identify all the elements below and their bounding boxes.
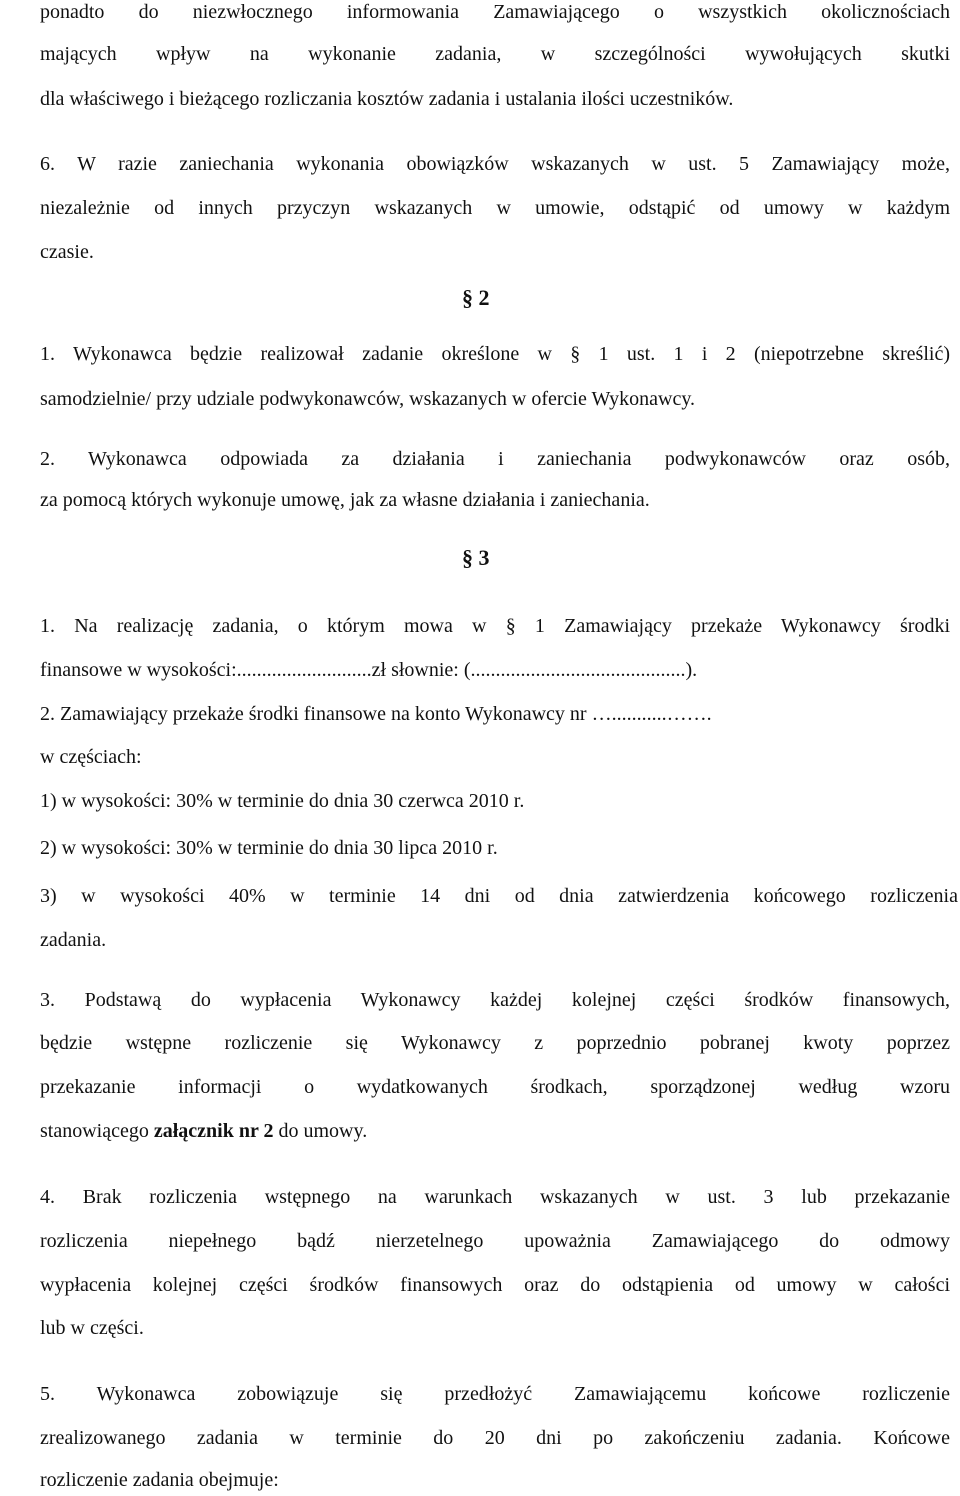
paragraph-line: 6. W razie zaniechania wykonania obowiązków wskazanych w ust. 5 Zamawiający może, bbox=[40, 153, 950, 175]
list-item: 3) w wysokości 40% w terminie 14 dni od dnia zatwierdzenia końcowego rozliczenia bbox=[40, 885, 958, 907]
paragraph-line: będzie wstępne rozliczenie się Wykonawcy z poprzednio pobranej kwoty poprzez bbox=[40, 1032, 950, 1054]
paragraph-line: ponadto do niezwłocznego informowania Zamawiającego o wszystkich okolicznościach bbox=[40, 1, 950, 23]
paragraph-line: niezależnie od innych przyczyn wskazanych w umowie, odstąpić od umowy w każdym bbox=[40, 197, 950, 219]
paragraph-line: 1. Na realizację zadania, o którym mowa w § 1 Zamawiający przekaże Wykonawcy środki bbox=[40, 615, 950, 637]
list-item: zadania. bbox=[40, 929, 107, 951]
paragraph-line: 4. Brak rozliczenia wstępnego na warunkach wskazanych w ust. 3 lub przekazanie bbox=[40, 1186, 950, 1208]
paragraph-line: zrealizowanego zadania w terminie do 20 dni po zakończeniu zadania. Końcowe bbox=[40, 1427, 950, 1449]
paragraph-line: 2. Wykonawca odpowiada za działania i zaniechania podwykonawców oraz osób, bbox=[40, 448, 950, 470]
paragraph-line: czasie. bbox=[40, 241, 94, 263]
list-item: 1) w wysokości: 30% w terminie do dnia 30 czerwca 2010 r. bbox=[40, 790, 525, 812]
paragraph-line: przekazanie informacji o wydatkowanych środkach, sporządzonej według wzoru bbox=[40, 1076, 950, 1098]
list-item: 2) w wysokości: 30% w terminie do dnia 30 lipca 2010 r. bbox=[40, 837, 498, 859]
paragraph-line: 2. Zamawiający przekaże środki finansowe na konto Wykonawcy nr …...........……. bbox=[40, 703, 712, 725]
paragraph-line: 1. Wykonawca będzie realizował zadanie określone w § 1 ust. 1 i 2 (niepotrzebne skreślić) bbox=[40, 343, 950, 365]
paragraph-line: rozliczenia niepełnego bądź nierzetelnego upoważnia Zamawiającego do odmowy bbox=[40, 1230, 950, 1252]
paragraph-line: samodzielnie/ przy udziale podwykonawców, wskazanych w ofercie Wykonawcy. bbox=[40, 388, 696, 410]
paragraph-line: finansowe w wysokości:...........................zł słownie: (...........................................). bbox=[40, 659, 698, 681]
paragraph-text: stanowiącego bbox=[40, 1120, 154, 1142]
paragraph-line: lub w części. bbox=[40, 1317, 144, 1339]
paragraph-line: 5. Wykonawca zobowiązuje się przedłożyć Zamawiającemu końcowe rozliczenie bbox=[40, 1383, 950, 1405]
paragraph-line: wypłacenia kolejnej części środków finansowych oraz do odstąpienia od umowy w całości bbox=[40, 1274, 950, 1296]
paragraph-line: 3. Podstawą do wypłacenia Wykonawcy każdej kolejnej części środków finansowych, bbox=[40, 989, 950, 1011]
paragraph-line: rozliczenie zadania obejmuje: bbox=[40, 1469, 279, 1491]
paragraph-line: w częściach: bbox=[40, 746, 142, 768]
paragraph-text: do umowy. bbox=[273, 1120, 368, 1142]
attachment-reference: załącznik nr 2 bbox=[153, 1120, 274, 1142]
section-heading: § 2 bbox=[462, 285, 490, 310]
paragraph-line bbox=[40, 1119, 367, 1143]
paragraph-line: mających wpływ na wykonanie zadania, w szczególności wywołujących skutki bbox=[40, 43, 950, 65]
paragraph-line: za pomocą których wykonuje umowę, jak za własne działania i zaniechania. bbox=[40, 489, 650, 511]
paragraph-line: dla właściwego i bieżącego rozliczania kosztów zadania i ustalania ilości uczestników. bbox=[40, 88, 734, 110]
section-heading: § 3 bbox=[462, 545, 490, 570]
